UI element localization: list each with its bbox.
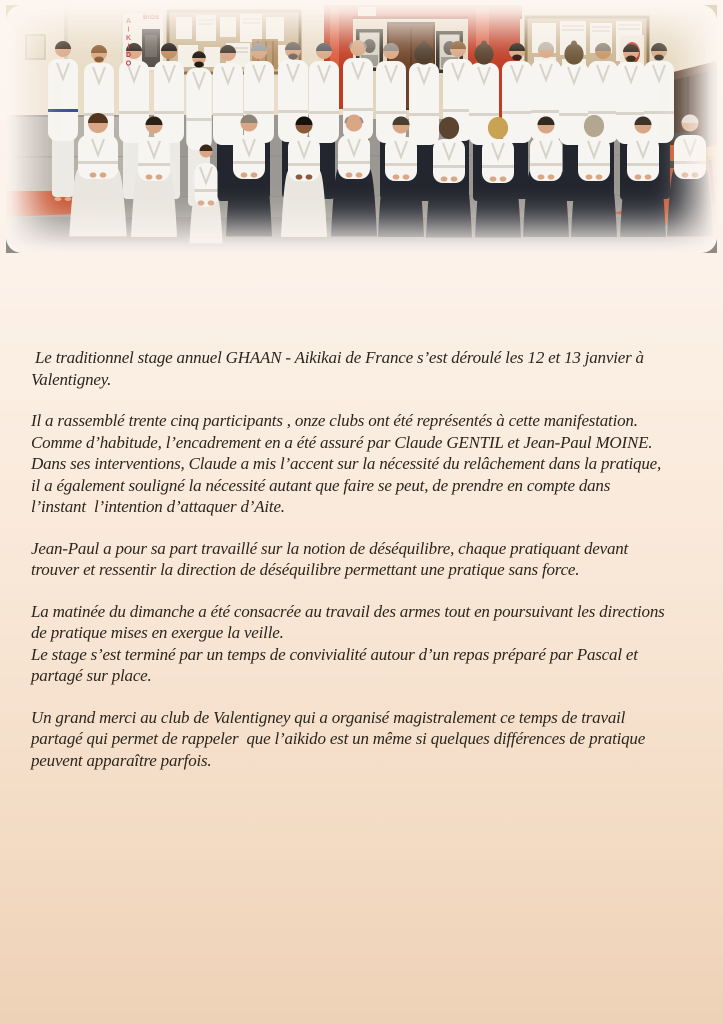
text-line: peuvent apparaître parfois.: [31, 750, 212, 770]
text-line: Le traditionnel stage annuel GHAAN - Aikikai de France s’est déroulé les 12 et 13 janvier à: [31, 348, 644, 367]
text-line: Un grand merci au club de Valentigney qui a organisé magistralement ce temps de travail: [31, 707, 626, 727]
aikido-poster-small-text: BIOS: [143, 15, 160, 21]
photo-scene: [6, 5, 717, 253]
text-line: La matinée du dimanche a été consacrée au travail des armes tout en poursuivant les directions: [31, 601, 665, 621]
text-line: de pratique mises en exergue la veille.: [31, 623, 284, 642]
paragraph-dimanche: [31, 601, 711, 687]
group-photo: [6, 5, 717, 253]
text-line: Il a rassemblé trente cinq participants , onze clubs ont été représentés à cette manifestation.: [31, 411, 638, 430]
wall-vent: [26, 35, 45, 59]
person-standing: [48, 41, 78, 201]
text-line: Dans ses interventions, Claude a mis l’accent sur la nécessité du relâchement dans la pratique,: [31, 454, 662, 473]
aikido-poster-text: AIKIDO: [125, 18, 132, 69]
paragraph-participants: [31, 410, 711, 518]
paragraph-merci: [31, 707, 711, 772]
text-line: il a également souligné la nécessité autant que faire se peut, de prendre en compte dans: [31, 475, 611, 495]
text-line: partagé qui permet de rappeler que l’aikido est un même si quelques différences de pratique: [31, 729, 646, 748]
text-line: Le stage s’est terminé par un temps de convivialité autour d’un repas préparé par Pascal et: [31, 644, 638, 664]
text-line: l’instant l’intention d’attaquer d’Aite.: [31, 497, 285, 516]
text-line: Valentigney.: [31, 369, 112, 389]
text-line: Jean-Paul a pour sa part travaillé sur la notion de déséquilibre, chaque pratiquant devant: [31, 538, 629, 558]
beam-sign: [358, 7, 376, 16]
paragraph-intro: [31, 347, 711, 390]
paragraph-jean-paul: [31, 538, 711, 581]
text-line: Comme d’habitude, l’encadrement en a été assuré par Claude GENTIL et Jean-Paul MOINE.: [31, 432, 653, 452]
text-line: partagé sur place.: [31, 666, 152, 685]
text-line: trouver et ressentir la direction de déséquilibre permettant une pratique sans force.: [31, 560, 580, 579]
article-text: [31, 347, 711, 791]
